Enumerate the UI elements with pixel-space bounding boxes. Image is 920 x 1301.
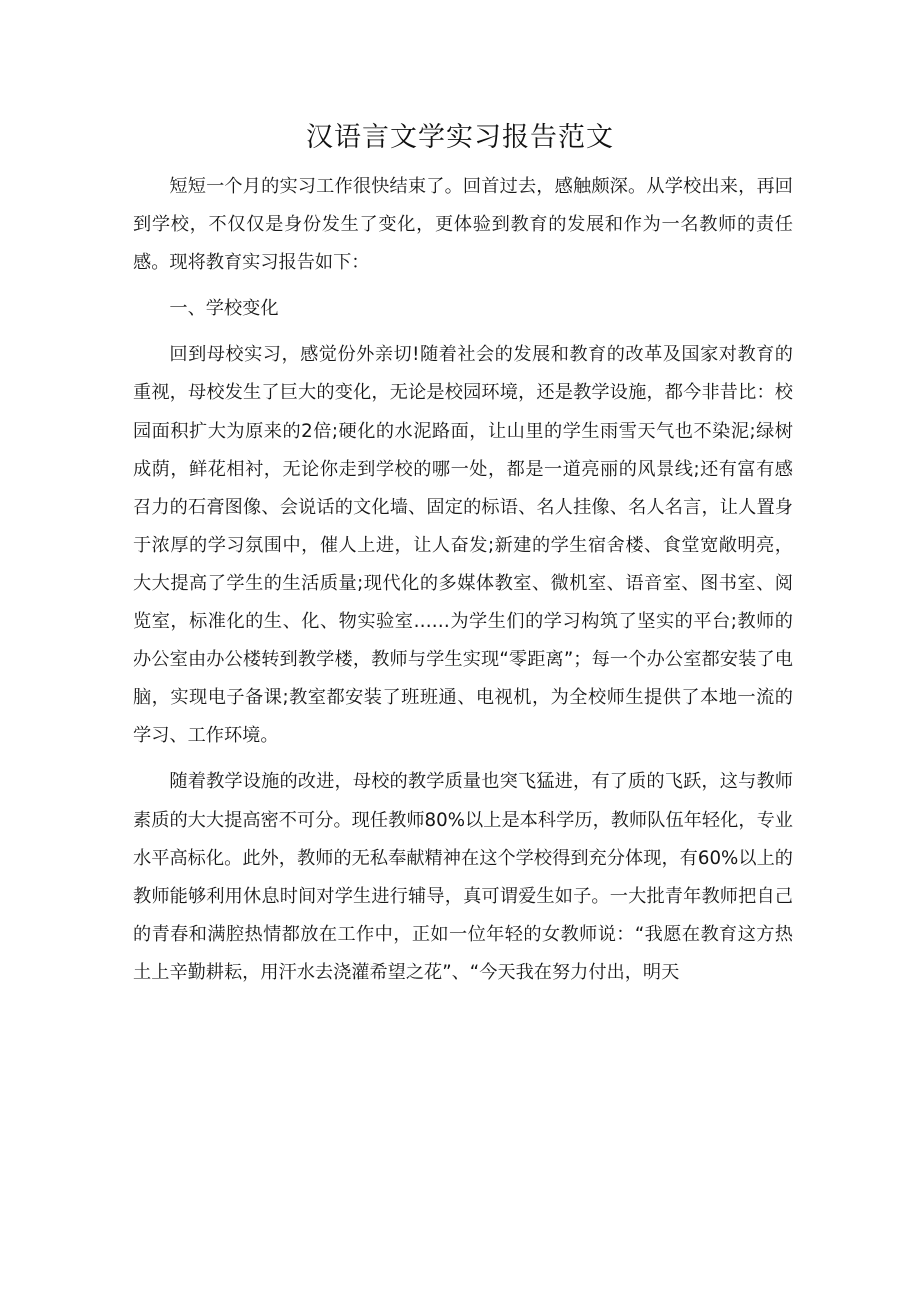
document-body [133,168,793,1000]
paragraph-intro: 短短一个月的实习工作很快结束了。回首过去，感触颇深。从学校出来，再回到学校，不仅仅是身份发生了变化，更体验到教育的发展和作为一名教师的责任感。现将教育实习报告如下： [133,176,793,274]
paragraph-teaching-quality: 随着教学设施的改进，母校的教学质量也突飞猛进，有了质的飞跃，这与教师素质的大大提高密不可分。现任教师80%以上是本科学历，教师队伍年轻化，专业水平高标化。此外，教师的无私奉献精神在这个学校得到充分体现，有60%以上的教师能够利用休息时间对学生进行辅导，真可谓爱生如子。一大批青年教师把自己的青春和满腔热情都放在工作中，正如一位年轻的女教师说：“我愿在教育这方热土上辛勤耕耘，用汗水去浇灌希望之花”、“今天我在努力付出，明天 [133,771,793,983]
document-title: 汉语言文学实习报告范文 [306,122,614,153]
paragraph-school-environment: 回到母校实习，感觉份外亲切!随着社会的发展和教育的改革及国家对教育的重视，母校发生了巨大的变化，无论是校园环境，还是教学设施，都今非昔比：校园面积扩大为原来的2倍;硬化的水泥路面，让山里的学生雨雪天气也不染泥;绿树成荫，鲜花相衬，无论你走到学校的哪一处，都是一道亮丽的风景线;还有富有感召力的石膏图像、会说话的文化墙、固定的标语、名人挂像、名人名言，让人置身于浓厚的学习氛围中，催人上进，让人奋发;新建的学生宿舍楼、食堂宽敞明亮，大大提高了学生的生活质量;现代化的多媒体教室、微机室、语音室、图书室、阅览室，标准化的生、化、物实验室……为学生们的学习构筑了坚实的平台;教师的办公室由办公楼转到教学楼，教师与学生实现“零距离”；每一个办公室都安装了电脑，实现电子备课;教室都安装了班班通、电视机，为全校师生提供了本地一流的学习、工作环境。 [133,344,793,747]
section-heading-school-changes: 一、学校变化 [169,298,279,320]
